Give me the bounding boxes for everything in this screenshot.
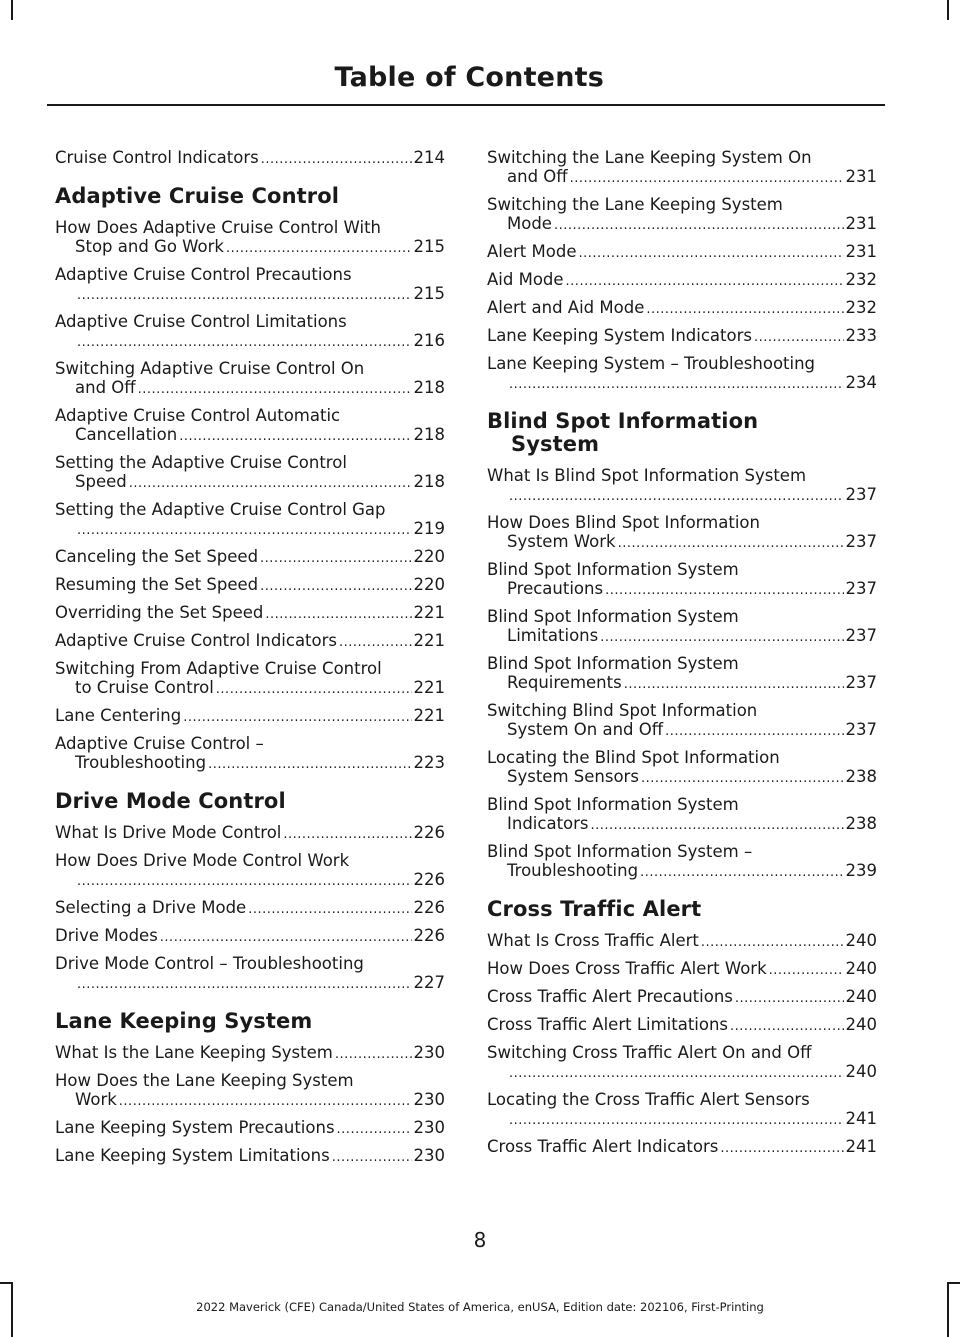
toc-entry-continuation xyxy=(487,485,877,506)
toc-entry-page: 237 xyxy=(845,720,877,739)
toc-entry[interactable] xyxy=(487,748,877,788)
toc-entry-title-cont: and Off xyxy=(507,167,568,186)
toc-entry-page: 227 xyxy=(413,973,445,992)
toc-entry-title: What Is Cross Traffic Alert xyxy=(487,931,699,950)
toc-entry-continuation xyxy=(487,626,877,647)
dot-leader xyxy=(129,474,412,493)
toc-entry[interactable] xyxy=(487,1137,877,1158)
toc-entry-title: Adaptive Cruise Control Indicators xyxy=(55,631,338,650)
toc-entry-continuation xyxy=(55,425,445,446)
toc-entry[interactable] xyxy=(55,575,445,596)
toc-entry-page: 231 xyxy=(845,167,877,186)
toc-entry[interactable] xyxy=(487,298,877,319)
section-heading xyxy=(55,185,445,208)
section-heading xyxy=(55,790,445,813)
toc-entry[interactable] xyxy=(55,148,445,169)
toc-entry-page: 239 xyxy=(845,861,877,880)
toc-entry-page: 240 xyxy=(845,931,877,950)
toc-entry-page: 219 xyxy=(413,519,445,538)
toc-entry[interactable] xyxy=(55,898,445,919)
section-heading-line: Drive Mode Control xyxy=(55,789,286,813)
toc-entry-title-cont: Troubleshooting xyxy=(75,753,207,772)
toc-entry-title: Adaptive Cruise Control – xyxy=(55,734,264,753)
toc-entry-title: Switching the Lane Keeping System xyxy=(487,195,783,214)
dot-leader xyxy=(624,675,844,694)
toc-entry-title: Blind Spot Information System xyxy=(487,560,739,579)
toc-entry-continuation xyxy=(55,753,445,774)
dot-leader xyxy=(260,577,411,596)
toc-entry-continuation xyxy=(487,1109,877,1130)
toc-entry-page: 232 xyxy=(845,270,877,289)
toc-entry[interactable] xyxy=(487,1090,877,1130)
toc-entry-page: 237 xyxy=(845,579,877,598)
toc-entry-continuation xyxy=(55,973,445,994)
toc-entry-continuation xyxy=(55,519,445,540)
toc-entry-page: 231 xyxy=(845,242,877,261)
toc-entry[interactable] xyxy=(55,1118,445,1139)
toc-entry-page: 221 xyxy=(413,706,445,725)
toc-entry-title: Cross Traffic Alert Precautions xyxy=(487,987,733,1006)
toc-entry-title: Locating the Blind Spot Information xyxy=(487,748,780,767)
dot-leader xyxy=(566,272,844,291)
toc-entry-page: 238 xyxy=(845,767,877,786)
toc-entry[interactable] xyxy=(487,195,877,235)
dot-leader xyxy=(509,1064,844,1083)
dot-leader xyxy=(509,487,844,506)
toc-entry-page: 215 xyxy=(413,237,445,256)
toc-entry-title: Locating the Cross Traffic Alert Sensors xyxy=(487,1090,810,1109)
dot-leader xyxy=(618,534,844,553)
section-heading-line: Cross Traffic Alert xyxy=(487,897,702,921)
toc-entry[interactable] xyxy=(55,453,445,493)
dot-leader xyxy=(337,1120,412,1139)
crop-mark-top-right xyxy=(947,0,949,20)
toc-entry-page: 218 xyxy=(413,425,445,444)
dot-leader xyxy=(600,628,843,647)
toc-entry-continuation xyxy=(487,532,877,553)
toc-entry-title-cont: Precautions xyxy=(507,579,604,598)
dot-leader xyxy=(578,244,843,263)
toc-entry-title: Cross Traffic Alert Limitations xyxy=(487,1015,729,1034)
toc-entry-title: Switching the Lane Keeping System On xyxy=(487,148,812,167)
section-heading-line: System xyxy=(511,432,600,456)
toc-entry[interactable] xyxy=(55,603,445,624)
toc-entry-title-cont: Indicators xyxy=(507,814,589,833)
toc-entry-title: Selecting a Drive Mode xyxy=(55,898,247,917)
section-heading xyxy=(487,898,877,921)
crop-mark-top-left xyxy=(11,0,13,20)
section-heading-line: Lane Keeping System xyxy=(55,1009,313,1033)
toc-entry-title: How Does Blind Spot Information xyxy=(487,513,760,532)
section-heading-line: Blind Spot Information xyxy=(487,409,759,433)
toc-entry-continuation xyxy=(487,214,877,235)
toc-entry-continuation xyxy=(55,284,445,305)
toc-entry-page: 230 xyxy=(413,1043,445,1062)
dot-leader xyxy=(641,769,844,788)
toc-entry[interactable] xyxy=(487,242,877,263)
toc-entry[interactable] xyxy=(487,607,877,647)
toc-entry-title: How Does the Lane Keeping System xyxy=(55,1071,354,1090)
toc-entry-title-cont: Work xyxy=(75,1090,117,1109)
toc-entry[interactable] xyxy=(487,326,877,347)
toc-entry-page: 238 xyxy=(845,814,877,833)
dot-leader xyxy=(283,825,411,844)
dot-leader xyxy=(339,633,411,652)
dot-leader xyxy=(179,427,411,446)
dot-leader xyxy=(720,1139,843,1158)
toc-entry-continuation xyxy=(487,167,877,188)
toc-entry-title: Lane Keeping System Limitations xyxy=(55,1146,330,1165)
toc-entry-continuation xyxy=(487,1062,877,1083)
toc-entry[interactable] xyxy=(55,1146,445,1167)
toc-entry[interactable] xyxy=(487,931,877,952)
toc-entry-title: Blind Spot Information System xyxy=(487,654,739,673)
toc-entry[interactable] xyxy=(55,926,445,947)
dot-leader xyxy=(119,1092,412,1111)
toc-entry-title-cont: Limitations xyxy=(507,626,599,645)
toc-entry-page: 240 xyxy=(845,1015,877,1034)
toc-entry-title: Setting the Adaptive Cruise Control xyxy=(55,453,347,472)
toc-entry[interactable] xyxy=(55,706,445,727)
toc-entry[interactable] xyxy=(487,701,877,741)
toc-entry-page: 226 xyxy=(413,823,445,842)
toc-entry-page: 218 xyxy=(413,472,445,491)
dot-leader xyxy=(265,605,411,624)
dot-leader xyxy=(260,549,411,568)
toc-entry-page: 226 xyxy=(413,870,445,889)
toc-entry-title-cont: and Off xyxy=(75,378,136,397)
toc-entry-title-cont: System Sensors xyxy=(507,767,639,786)
dot-leader xyxy=(605,581,843,600)
toc-entry-page: 240 xyxy=(845,987,877,1006)
toc-entry[interactable] xyxy=(55,1043,445,1064)
dot-leader xyxy=(509,1111,844,1130)
toc-entry-title-cont: Stop and Go Work xyxy=(75,237,224,256)
section-heading-line: Adaptive Cruise Control xyxy=(55,184,340,208)
toc-entry-title: Cruise Control Indicators xyxy=(55,148,259,167)
toc-entry-title: Switching Adaptive Cruise Control On xyxy=(55,359,365,378)
dot-leader xyxy=(138,380,412,399)
toc-entry-page: 214 xyxy=(413,148,445,167)
toc-entry-page: 221 xyxy=(413,678,445,697)
toc-entry-title-cont: System On and Off xyxy=(507,720,664,739)
toc-entry-title: How Does Cross Traffic Alert Work xyxy=(487,959,767,978)
toc-entry-page: 237 xyxy=(845,485,877,504)
dot-leader xyxy=(160,928,412,947)
toc-entry[interactable] xyxy=(487,654,877,694)
toc-entry-page: 220 xyxy=(413,575,445,594)
toc-entry-page: 223 xyxy=(413,753,445,772)
dot-leader xyxy=(646,300,843,319)
toc-entry-title: Blind Spot Information System xyxy=(487,795,739,814)
toc-entry-title-cont: Cancellation xyxy=(75,425,178,444)
toc-entry-title: Adaptive Cruise Control Limitations xyxy=(55,312,347,331)
toc-entry-page: 237 xyxy=(845,626,877,645)
toc-entry-page: 221 xyxy=(413,603,445,622)
dot-leader xyxy=(591,816,844,835)
toc-entry[interactable] xyxy=(487,987,877,1008)
toc-entry-title: Alert Mode xyxy=(487,242,577,261)
toc-entry-continuation xyxy=(487,861,877,882)
toc-entry[interactable] xyxy=(487,270,877,291)
toc-entry[interactable] xyxy=(487,513,877,553)
toc-entry[interactable] xyxy=(487,842,877,882)
footer-edition-info: 2022 Maverick (CFE) Canada/United States of America, enUSA, Edition date: 202106, First-Printing xyxy=(196,1300,764,1314)
dot-leader xyxy=(640,863,843,882)
toc-entry[interactable] xyxy=(55,312,445,352)
toc-entry[interactable] xyxy=(55,359,445,399)
toc-entry[interactable] xyxy=(55,406,445,446)
toc-entry[interactable] xyxy=(487,354,877,394)
dot-leader xyxy=(570,169,844,188)
toc-entry[interactable] xyxy=(55,954,445,994)
toc-entry-title: Blind Spot Information System – xyxy=(487,842,753,861)
toc-entry-page: 240 xyxy=(845,959,877,978)
toc-entry[interactable] xyxy=(55,851,445,891)
toc-entry-page: 234 xyxy=(845,373,877,392)
toc-left-column xyxy=(55,148,445,1174)
dot-leader xyxy=(77,286,412,305)
toc-entry-page: 233 xyxy=(845,326,877,345)
toc-entry-title: Adaptive Cruise Control Precautions xyxy=(55,265,352,284)
toc-entry-title: How Does Drive Mode Control Work xyxy=(55,851,350,870)
toc-entry-title-cont: to Cruise Control xyxy=(75,678,214,697)
toc-entry-page: 221 xyxy=(413,631,445,650)
dot-leader xyxy=(665,722,843,741)
dot-leader xyxy=(769,961,844,980)
toc-entry-title: Lane Keeping System Precautions xyxy=(55,1118,335,1137)
toc-entry[interactable] xyxy=(55,547,445,568)
toc-entry-title: Switching Cross Traffic Alert On and Off xyxy=(487,1043,812,1062)
toc-entry-title: Blind Spot Information System xyxy=(487,607,739,626)
dot-leader xyxy=(509,375,844,394)
toc-entry-page: 231 xyxy=(845,214,877,233)
toc-entry-continuation xyxy=(55,870,445,891)
dot-leader xyxy=(554,216,844,235)
toc-entry-title: Setting the Adaptive Cruise Control Gap xyxy=(55,500,386,519)
toc-entry-page: 237 xyxy=(845,673,877,692)
crop-mark-bottom-right-h xyxy=(948,1282,960,1284)
toc-entry-title-cont: Mode xyxy=(507,214,552,233)
dot-leader xyxy=(216,680,412,699)
toc-entry-title: Aid Mode xyxy=(487,270,564,289)
toc-entry-title: Cross Traffic Alert Indicators xyxy=(487,1137,719,1156)
dot-leader xyxy=(332,1148,412,1167)
toc-entry-page: 226 xyxy=(413,926,445,945)
toc-entry-continuation xyxy=(55,678,445,699)
dot-leader xyxy=(77,521,412,540)
toc-entry[interactable] xyxy=(487,795,877,835)
toc-entry[interactable] xyxy=(55,500,445,540)
toc-entry-page: 237 xyxy=(845,532,877,551)
toc-entry-continuation xyxy=(55,237,445,258)
dot-leader xyxy=(735,989,844,1008)
toc-entry-page: 226 xyxy=(413,898,445,917)
dot-leader xyxy=(754,328,844,347)
toc-entry-title: What Is the Lane Keeping System xyxy=(55,1043,333,1062)
toc-entry[interactable] xyxy=(55,823,445,844)
page-title: Table of Contents xyxy=(334,62,604,93)
toc-entry-title: Canceling the Set Speed xyxy=(55,547,259,566)
toc-entry[interactable] xyxy=(55,659,445,699)
dot-leader xyxy=(730,1017,843,1036)
toc-entry-title: Switching Blind Spot Information xyxy=(487,701,758,720)
crop-mark-bottom-left-h xyxy=(0,1282,12,1284)
toc-entry-title: Drive Mode Control – Troubleshooting xyxy=(55,954,364,973)
dot-leader xyxy=(77,872,412,891)
toc-entry-continuation xyxy=(487,767,877,788)
toc-entry-title-cont: Requirements xyxy=(507,673,622,692)
dot-leader xyxy=(208,755,411,774)
toc-entry[interactable] xyxy=(55,218,445,258)
dot-leader xyxy=(701,933,844,952)
toc-entry[interactable] xyxy=(487,560,877,600)
dot-leader xyxy=(335,1045,412,1064)
toc-entry-title: Adaptive Cruise Control Automatic xyxy=(55,406,341,425)
toc-entry[interactable] xyxy=(55,1071,445,1111)
toc-entry-continuation xyxy=(55,378,445,399)
toc-entry-page: 215 xyxy=(413,284,445,303)
toc-entry-title: Switching From Adaptive Cruise Control xyxy=(55,659,382,678)
toc-entry-page: 230 xyxy=(413,1118,445,1137)
toc-entry-title: Lane Keeping System – Troubleshooting xyxy=(487,354,816,373)
toc-entry-page: 216 xyxy=(413,331,445,350)
toc-entry-page: 230 xyxy=(413,1090,445,1109)
toc-entry-continuation xyxy=(487,579,877,600)
toc-entry-page: 241 xyxy=(845,1109,877,1128)
toc-entry[interactable] xyxy=(55,734,445,774)
toc-entry-page: 241 xyxy=(845,1137,877,1156)
toc-entry-title-cont: System Work xyxy=(507,532,616,551)
toc-entry-page: 218 xyxy=(413,378,445,397)
toc-entry-continuation xyxy=(55,472,445,493)
toc-entry-page: 240 xyxy=(845,1062,877,1081)
dot-leader xyxy=(248,900,411,919)
toc-entry[interactable] xyxy=(487,1043,877,1083)
toc-entry-title: What Is Blind Spot Information System xyxy=(487,466,807,485)
toc-entry-continuation xyxy=(487,373,877,394)
section-heading xyxy=(487,410,877,456)
toc-entry-title: What Is Drive Mode Control xyxy=(55,823,282,842)
toc-entry-title: Overriding the Set Speed xyxy=(55,603,264,622)
toc-entry-page: 220 xyxy=(413,547,445,566)
toc-entry-continuation xyxy=(55,1090,445,1111)
toc-entry[interactable] xyxy=(55,265,445,305)
toc-entry-title: Resuming the Set Speed xyxy=(55,575,259,594)
toc-entry-title: Lane Centering xyxy=(55,706,182,725)
toc-entry-title: Lane Keeping System Indicators xyxy=(487,326,752,345)
toc-entry-title-cont: Troubleshooting xyxy=(507,861,639,880)
toc-entry-page: 232 xyxy=(845,298,877,317)
toc-entry-continuation xyxy=(487,673,877,694)
toc-entry[interactable] xyxy=(487,1015,877,1036)
title-divider xyxy=(47,104,885,106)
dot-leader xyxy=(226,239,412,258)
toc-entry-title: Alert and Aid Mode xyxy=(487,298,645,317)
toc-entry[interactable] xyxy=(487,959,877,980)
dot-leader xyxy=(183,708,411,727)
section-heading xyxy=(55,1010,445,1033)
page-number: 8 xyxy=(473,1228,487,1252)
toc-entry-continuation xyxy=(487,814,877,835)
toc-entry-continuation xyxy=(55,331,445,352)
toc-entry[interactable] xyxy=(55,631,445,652)
dot-leader xyxy=(77,975,412,994)
toc-entry[interactable] xyxy=(487,466,877,506)
toc-entry-page: 230 xyxy=(413,1146,445,1165)
dot-leader xyxy=(261,150,412,169)
toc-entry-title: How Does Adaptive Cruise Control With xyxy=(55,218,381,237)
dot-leader xyxy=(77,333,412,352)
toc-entry[interactable] xyxy=(487,148,877,188)
toc-entry-title-cont: Speed xyxy=(75,472,127,491)
toc-entry-title: Drive Modes xyxy=(55,926,158,945)
toc-right-column xyxy=(487,148,877,1165)
toc-entry-continuation xyxy=(487,720,877,741)
